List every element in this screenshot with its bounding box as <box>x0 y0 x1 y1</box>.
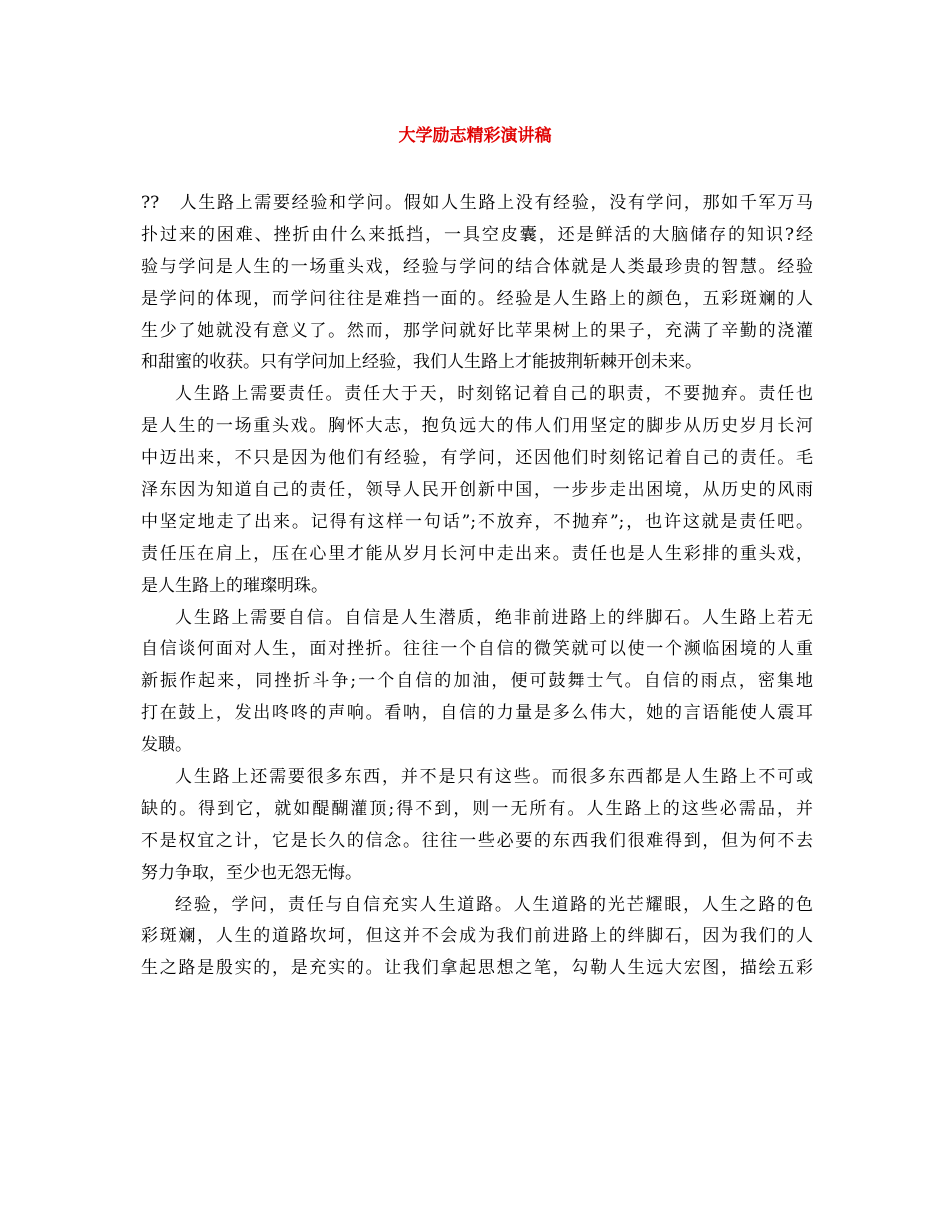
text-line: 打在鼓上，发出咚咚的声响。看呐，自信的力量是多么伟大，她的言语能使人震耳 <box>141 703 813 724</box>
paragraph <box>141 762 813 890</box>
text-line: 经验，学问，责任与自信充实人生道路。人生道路的光芒耀眼，人生之路的色 <box>175 894 813 915</box>
text-line: 生少了她就没有意义了。然而，那学问就好比苹果树上的果子，充满了辛勤的浇灌 <box>141 320 813 341</box>
text-line: 自信谈何面对人生，面对挫折。往往一个自信的微笑就可以使一个濒临困境的人重 <box>141 639 813 660</box>
text-line: 是人生的一场重头戏。胸怀大志，抱负远大的伟人们用坚定的脚步从历史岁月长河 <box>141 416 813 437</box>
text-line: 缺的。得到它，就如醍醐灌顶;得不到，则一无所有。人生路上的这些必需品，并 <box>141 798 813 819</box>
text-line: 是学问的体现，而学问往往是难挡一面的。经验是人生路上的颜色，五彩斑斓的人 <box>141 288 813 309</box>
text-line: 不是权宜之计，它是长久的信念。往往一些必要的东西我们很难得到，但为何不去 <box>141 830 813 851</box>
text-line: 人生路上需要责任。责任大于天，时刻铭记着自己的职责，不要抛弃。责任也 <box>175 384 813 405</box>
paragraph <box>141 890 813 986</box>
text-line: 彩斑斓，人生的道路坎坷，但这并不会成为我们前进路上的绊脚石，因为我们的人 <box>141 926 813 947</box>
text-line: 人生路上还需要很多东西，并不是只有这些。而很多东西都是人生路上不可或 <box>175 767 813 788</box>
text-line: 验与学问是人生的一场重头戏，经验与学问的结合体就是人类最珍贵的智慧。经验 <box>141 256 813 277</box>
text-line: 新振作起来，同挫折斗争;一个自信的加油，便可鼓舞士气。自信的雨点，密集地 <box>141 671 813 692</box>
paragraph <box>141 188 813 379</box>
paragraph <box>141 603 813 762</box>
text-line: 扑过来的困难、挫折由什么来抵挡，一具空皮囊，还是鲜活的大脑储存的知识?经 <box>141 224 813 245</box>
text-line: 责任压在肩上，压在心里才能从岁月长河中走出来。责任也是人生彩排的重头戏， <box>141 543 813 564</box>
text-line: 中坚定地走了出来。记得有这样一句话”;不放弃，不抛弃”;，也许这就是责任吧。 <box>141 511 813 532</box>
text-line: 和甜蜜的收获。只有学问加上经验，我们人生路上才能披荆斩棘开创未来。 <box>141 352 702 373</box>
text-line: 发聩。 <box>141 735 192 756</box>
text-line: 中迈出来，不只是因为他们有经验，有学问，还因他们时刻铭记着自己的责任。毛 <box>141 448 813 469</box>
text-line: 生之路是殷实的，是充实的。让我们拿起思想之笔，勾勒人生远大宏图，描绘五彩 <box>141 958 813 979</box>
text-line: 人生路上需要自信。自信是人生潜质，绝非前进路上的绊脚石。人生路上若无 <box>175 607 813 628</box>
paragraph <box>141 379 813 602</box>
text-line: 泽东因为知道自己的责任，领导人民开创新中国，一步步走出困境，从历史的风雨 <box>141 480 813 501</box>
text-line: ?? 人生路上需要经验和学问。假如人生路上没有经验，没有学问，那如千军万马 <box>141 193 813 213</box>
document-title: 大学励志精彩演讲稿 <box>398 126 552 146</box>
text-line: 努力争取，至少也无怨无悔。 <box>141 862 362 883</box>
text-line: 是人生路上的璀璨明珠。 <box>141 575 328 596</box>
document-body <box>141 188 813 985</box>
